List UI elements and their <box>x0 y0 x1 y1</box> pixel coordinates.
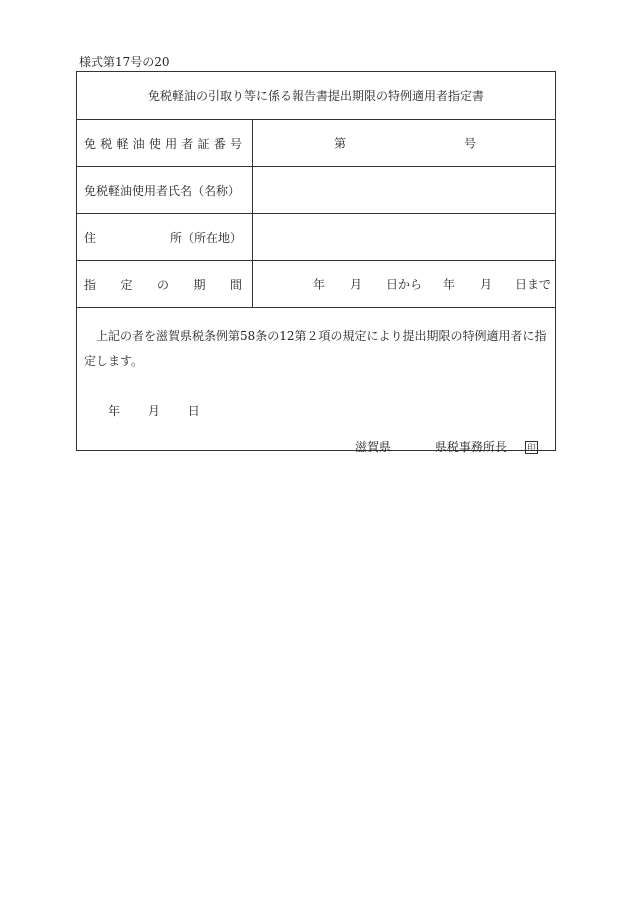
address-label-main: 住 <box>84 230 97 245</box>
issue-day: 日 <box>187 404 200 418</box>
period-day-to: 日まで <box>515 277 552 292</box>
certificate-label-char: 軽 <box>116 136 129 151</box>
period-month-start: 月 <box>350 277 363 292</box>
period-year-start: 年 <box>313 277 326 292</box>
period-day-from: 日から <box>386 277 423 292</box>
issuer <box>355 438 538 455</box>
certificate-label-char: 証 <box>197 136 210 151</box>
address-row <box>77 214 555 261</box>
certificate-label-char: 番 <box>213 136 226 151</box>
issuer-prefecture: 滋賀県 <box>355 440 392 454</box>
designation-period-label <box>77 261 253 307</box>
period-label-char: 指 <box>84 277 97 292</box>
period-label-char: 間 <box>229 277 242 292</box>
form-number: 様式第17号の20 <box>79 55 170 69</box>
address-label-tail: 所（所在地） <box>170 230 243 245</box>
certificate-label-char: 号 <box>229 136 242 151</box>
period-label-char: の <box>156 277 169 292</box>
certificate-number-value <box>253 120 555 166</box>
form-title: 免税軽油の引取り等に係る報告書提出期限の特例適用者指定書 <box>77 72 555 120</box>
address-label <box>77 214 253 260</box>
seal-mark: 印 <box>525 441 538 454</box>
certificate-number-label <box>77 120 253 166</box>
designation-form <box>76 71 556 454</box>
certificate-number-row <box>77 120 555 167</box>
certificate-label-char: 税 <box>100 136 113 151</box>
period-label-char: 定 <box>120 277 133 292</box>
address-value <box>253 214 555 260</box>
period-month-end: 月 <box>480 277 493 292</box>
user-name-value <box>253 167 555 213</box>
certificate-label-char: 油 <box>132 136 145 151</box>
certificate-label-char: 免 <box>84 136 97 151</box>
period-label-char: 期 <box>193 277 206 292</box>
certificate-prefix: 第 <box>334 136 347 151</box>
user-name-row <box>77 167 555 214</box>
issue-year: 年 <box>108 404 121 418</box>
period-year-end: 年 <box>443 277 456 292</box>
designation-statement: 上記の者を滋賀県税条例第58条の12第２項の規定により提出期限の特例適用者に指定します。 <box>84 329 547 368</box>
user-name-label: 免税軽油使用者氏名（名称） <box>77 167 253 213</box>
certificate-label-char: 者 <box>181 136 194 151</box>
designation-period-value <box>253 261 555 307</box>
issue-date <box>108 402 200 419</box>
issuer-office: 県税事務所長 <box>434 440 507 454</box>
issue-month: 月 <box>147 404 160 418</box>
designation-period-row <box>77 261 555 308</box>
certificate-label-char: 用 <box>165 136 178 151</box>
certificate-suffix: 号 <box>464 136 477 151</box>
certificate-label-char: 使 <box>148 136 161 151</box>
